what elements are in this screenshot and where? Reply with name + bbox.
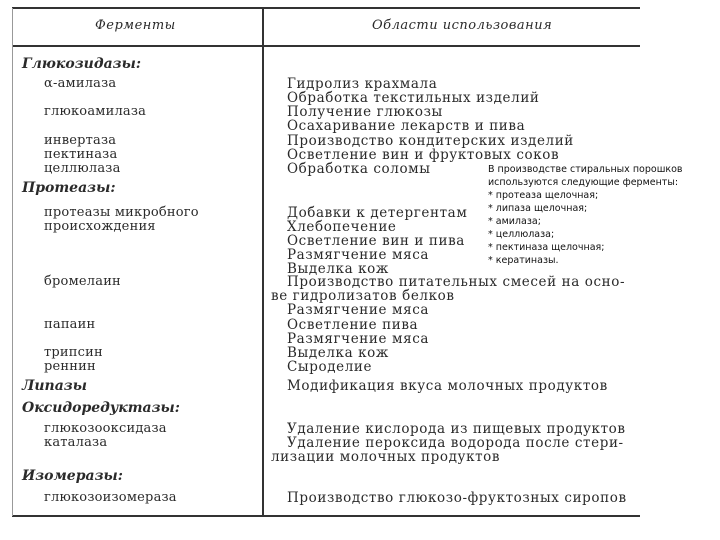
category-proteases: Протеазы: xyxy=(22,180,116,196)
left-border xyxy=(12,8,13,516)
note-line: * амилаза; xyxy=(488,216,541,227)
header-uses: Области использования xyxy=(372,18,553,33)
enzyme-microbial-proteases-line2: происхождения xyxy=(44,219,156,234)
detergent-enzymes-note xyxy=(488,163,718,267)
note-line: * кератиназы. xyxy=(488,255,559,266)
enzyme-rennin: реннин xyxy=(44,359,96,374)
enzyme-trypsin: трипсин xyxy=(44,345,103,360)
use-text: Удаление пероксида водорода после стери- xyxy=(287,435,624,451)
use-text: Удаление кислорода из пищевых продуктов xyxy=(287,421,626,437)
enzyme-glucoamylase: глюкоамилаза xyxy=(44,104,147,119)
use-text: Осветление вин и пива xyxy=(287,233,465,249)
use-text: Получение глюкозы xyxy=(287,104,443,120)
header-enzymes: Ферменты xyxy=(95,18,176,33)
use-text: лизации молочных продуктов xyxy=(271,449,501,465)
note-line: * целлюлаза; xyxy=(488,229,555,240)
category-oxidoreductases: Оксидоредуктазы: xyxy=(22,400,180,416)
enzyme-papain: папаин xyxy=(44,317,96,332)
use-text: Осахаривание лекарств и пива xyxy=(287,118,526,134)
enzyme-bromelain: бромелаин xyxy=(44,274,121,289)
enzyme-catalase: каталаза xyxy=(44,435,108,450)
note-line: используются следующие ферменты: xyxy=(488,177,679,188)
enzyme-cellulase: целлюлаза xyxy=(44,161,121,176)
use-text: Выделка кож xyxy=(287,345,389,361)
enzyme-microbial-proteases: протеазы микробного xyxy=(44,205,199,220)
use-text: ве гидролизатов белков xyxy=(271,288,455,304)
column-divider xyxy=(262,8,264,516)
use-text: Модификация вкуса молочных продуктов xyxy=(287,378,608,394)
note-line: В производстве стиральных порошков xyxy=(488,164,683,175)
header-rule xyxy=(12,45,640,47)
use-text: Хлебопечение xyxy=(287,219,397,235)
note-line: * протеаза щелочная; xyxy=(488,190,599,201)
use-text: Осветление вин и фруктовых соков xyxy=(287,147,560,163)
use-text: Производство питательных смесей на осно- xyxy=(287,274,626,290)
top-rule xyxy=(12,7,640,9)
note-line: * пектиназа щелочная; xyxy=(488,242,605,253)
use-text: Производство кондитерских изделий xyxy=(287,133,574,149)
note-line: * липаза щелочная; xyxy=(488,203,588,214)
use-text: Сыроделие xyxy=(287,359,373,375)
enzyme-glucose-isomerase: глюкозоизомераза xyxy=(44,490,177,505)
enzyme-invertase: инвертаза xyxy=(44,133,117,148)
enzyme-pectinase: пектиназа xyxy=(44,147,118,162)
category-glucosidases: Глюкозидазы: xyxy=(22,56,142,72)
use-text: Обработка соломы xyxy=(287,161,431,177)
bottom-rule xyxy=(12,515,640,517)
use-text: Добавки к детергентам xyxy=(287,205,468,221)
enzyme-alpha-amylase: α-амилаза xyxy=(44,76,117,91)
enzyme-glucose-oxidase: глюкозооксидаза xyxy=(44,421,167,436)
use-text: Осветление пива xyxy=(287,317,419,333)
use-text: Обработка текстильных изделий xyxy=(287,90,540,106)
use-text: Размягчение мяса xyxy=(287,247,430,263)
use-text: Гидролиз крахмала xyxy=(287,76,438,92)
use-text: Выделка кож xyxy=(287,261,389,277)
category-isomerases: Изомеразы: xyxy=(22,468,123,484)
use-text: Размягчение мяса xyxy=(287,302,430,318)
category-lipases: Липазы xyxy=(22,378,87,394)
use-text: Размягчение мяса xyxy=(287,331,430,347)
use-text: Производство глюкозо-фруктозных сиропов xyxy=(287,490,627,506)
